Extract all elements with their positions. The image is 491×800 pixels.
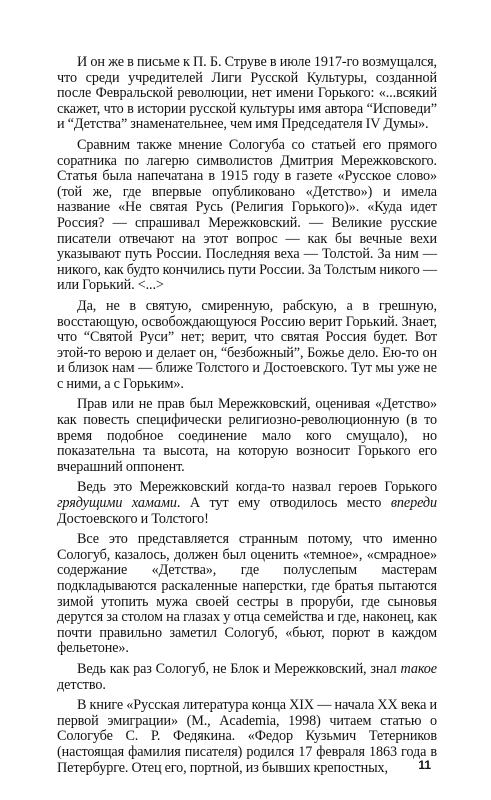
emphasis-takoe: такое xyxy=(400,660,437,677)
emphasis-vperedi: впереди xyxy=(390,495,437,512)
paragraph-1: И он же в письме к П. Б. Струве в июле 1917-го возмущался, что среди учредителей Лиги Русской Культуры, созданной после Февральской революции, нет имени Горького: «...всякий скажет, что в истории русской культуры имя автора “Исповеди” и “Детства” знаменательнее, чем имя Председателя IV Думы». xyxy=(57,54,437,133)
paragraph-3: Да, не в святую, смиренную, рабскую, а в грешную, восстающую, освобождающуюся Россию верит Горький. Знает, что “Святой Руси” нет; верит, что святая Россия будет. Вот этой-то верою и делает он, “безбожный”, Божье дело. Ею-то он и близок нам — ближе Толстого и Достоевского. Тут мы уже не с ними, а с Горьким». xyxy=(57,297,437,392)
paragraph-7 xyxy=(57,662,437,693)
paragraph-2: Сравним также мнение Сологуба со статьей его прямого соратника по лагерю символистов Дмитрия Мережковского. Статья была напечатана в 1915 году в газете «Русское слово» (той же, где впервые опубликовано «Детство») и имела название «Не святая Русь (Религия Горького)». «Куда идет Россия? — спрашивал Мережковский. — Великие русские писатели отвечают на этот вопрос — как бы вечные вехи указывают путь России. Последняя веха — Толстой. За ним — никого, как будто кончились пути России. За Толстым никого — или Горький. <...> xyxy=(57,136,437,294)
paragraph-5 xyxy=(57,480,437,527)
paragraph-5-text-c: Достоевского и Толстого! xyxy=(57,510,209,527)
paragraph-8: В книге «Русская литература конца XIX — начала XX века и первой эмиграции» (М., Academia, 1998) читаем статью о Сологубе С. Р. Федякина. «Федор Кузьмич Тетерников (настоящая фамилия писателя) родился 17 февраля 1863 года в Петербурге. Отец его, портной, из бывших крепостных, xyxy=(57,697,437,776)
paragraph-5-text-a: Ведь это Мережковский когда-то назвал героев Горького xyxy=(77,479,437,496)
page-body xyxy=(57,55,437,781)
page-number: 11 xyxy=(418,758,431,772)
paragraph-7-text-a: Ведь как раз Сологуб, не Блок и Мережковский, знал xyxy=(77,660,401,677)
emphasis-gryadushchimi-khamami: грядущими хамами xyxy=(57,495,177,512)
paragraph-7-text-b: детство. xyxy=(57,676,106,693)
paragraph-6: Все это представляется странным потому, что именно Сологуб, казалось, должен был оценить «темное», «смрадное» содержание «Детства», где полуслепым мастерам подкладываются раскаленные наперстки, где братья пытаются зимой утопить мужа своей сестры в проруби, где сыновья дерутся за столом на глазах у отца семейства и где, наконец, как почти правильно заметил Сологуб, «бьют, порют в каждом фельетоне». xyxy=(57,531,437,657)
paragraph-5-text-b: . А тут ему отводилось место xyxy=(176,495,391,512)
paragraph-4: Прав или не прав был Мережковский, оценивая «Детство» как повесть специфически религиозно-революционную (в то время подобное соединение мало кого смущало), но показательна та высота, на которую возносит Горького его вчерашний оппонент. xyxy=(57,396,437,475)
